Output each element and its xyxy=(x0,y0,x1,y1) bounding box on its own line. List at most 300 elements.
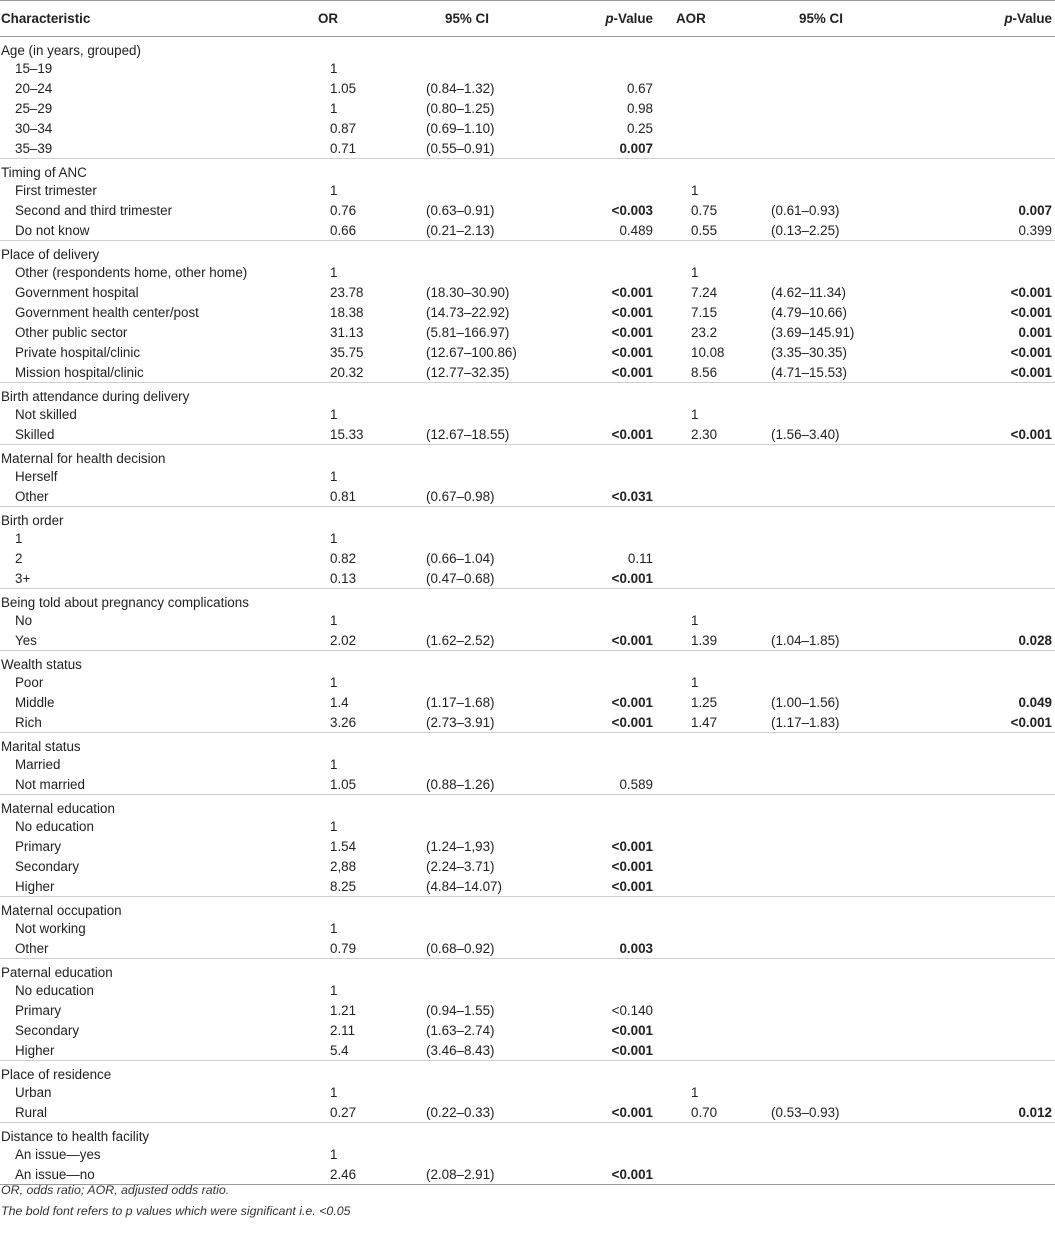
cell-or: 1 xyxy=(330,1085,338,1100)
cell-p-value xyxy=(565,981,660,1001)
group-header-row xyxy=(0,733,1055,755)
cell-aor-ci xyxy=(765,611,905,631)
cell-aor-p-value: <0.001 xyxy=(1010,426,1052,442)
group-header-row xyxy=(0,383,1055,405)
cell-aor xyxy=(660,1145,765,1165)
row-label: Rural xyxy=(15,1104,47,1120)
row-label: Other xyxy=(15,488,49,504)
header-p-value xyxy=(565,1,660,37)
row-label: Primary xyxy=(15,1003,62,1018)
cell-aor-p-value: 0.012 xyxy=(1018,1104,1052,1120)
cell-or: 1 xyxy=(330,613,338,628)
cell-aor xyxy=(660,569,765,589)
cell-aor-p-value xyxy=(905,487,1055,507)
cell-aor xyxy=(660,59,765,79)
cell-aor: 1 xyxy=(691,183,699,198)
cell-or: 31.13 xyxy=(330,325,364,340)
cell-aor-p-value xyxy=(905,569,1055,589)
table-row xyxy=(0,713,1055,733)
row-label: Secondary xyxy=(15,1023,80,1038)
cell-aor-p-value xyxy=(905,1145,1055,1165)
cell-or: 0.81 xyxy=(330,488,357,504)
table-row xyxy=(0,99,1055,119)
cell-ci xyxy=(420,59,565,79)
table-row xyxy=(0,693,1055,713)
cell-or: 1.05 xyxy=(330,81,357,96)
cell-aor-ci xyxy=(765,549,905,569)
cell-aor: 2.30 xyxy=(691,426,718,442)
cell-aor-p-value xyxy=(905,755,1055,775)
cell-or: 20.32 xyxy=(330,364,364,380)
table-row xyxy=(0,1103,1055,1123)
cell-aor xyxy=(660,1041,765,1061)
cell-aor-ci xyxy=(765,405,905,425)
cell-aor-ci: (3.35–30.35) xyxy=(771,345,847,360)
row-label: Married xyxy=(15,757,61,772)
cell-aor xyxy=(660,99,765,119)
header-characteristic: Characteristic xyxy=(0,1,315,37)
table-row xyxy=(0,1021,1055,1041)
cell-aor-ci xyxy=(765,529,905,549)
cell-p-value xyxy=(565,59,660,79)
cell-aor-p-value xyxy=(905,405,1055,425)
cell-p-value xyxy=(565,529,660,549)
footnote-abbreviations: OR, odds ratio; AOR, adjusted odds ratio. xyxy=(1,1183,230,1197)
cell-aor: 1 xyxy=(691,613,699,628)
cell-ci xyxy=(420,405,565,425)
table-row xyxy=(0,1165,1055,1185)
cell-aor-ci xyxy=(765,1145,905,1165)
cell-or: 3.26 xyxy=(330,714,357,730)
header-row xyxy=(0,1,1055,37)
cell-p-value: <0.001 xyxy=(611,426,653,442)
cell-or: 0.27 xyxy=(330,1104,357,1120)
row-label: 20–24 xyxy=(15,81,53,96)
cell-ci: (5.81–166.97) xyxy=(426,325,510,340)
cell-ci: (12.67–100.86) xyxy=(426,345,517,360)
cell-aor-p-value: <0.001 xyxy=(1010,345,1052,360)
cell-aor xyxy=(660,119,765,139)
row-label: 35–39 xyxy=(15,140,53,156)
table-row xyxy=(0,775,1055,795)
cell-ci xyxy=(420,981,565,1001)
cell-or: 1 xyxy=(330,101,338,116)
cell-aor: 8.56 xyxy=(691,364,718,380)
cell-p-value: <0.140 xyxy=(611,1003,653,1018)
cell-aor-p-value xyxy=(905,467,1055,487)
cell-or: 1 xyxy=(330,1147,338,1162)
cell-aor-ci xyxy=(765,1001,905,1021)
cell-aor-ci xyxy=(765,119,905,139)
cell-aor xyxy=(660,755,765,775)
row-label: Other public sector xyxy=(15,325,128,340)
cell-aor-p-value xyxy=(905,877,1055,897)
row-label: Private hospital/clinic xyxy=(15,345,141,360)
cell-p-value: <0.001 xyxy=(611,1042,653,1058)
cell-p-value: <0.001 xyxy=(611,570,653,586)
row-label: Do not know xyxy=(15,222,90,238)
cell-aor-ci xyxy=(765,569,905,589)
cell-aor xyxy=(660,877,765,897)
cell-aor-ci: (1.17–1.83) xyxy=(771,714,840,730)
row-label: Not working xyxy=(15,921,86,936)
cell-p-value: <0.001 xyxy=(611,325,653,340)
row-label: Urban xyxy=(15,1085,52,1100)
cell-ci: (0.21–2.13) xyxy=(426,222,495,238)
cell-aor-p-value xyxy=(905,1165,1055,1185)
cell-aor xyxy=(660,775,765,795)
cell-ci xyxy=(420,467,565,487)
cell-ci: (0.68–0.92) xyxy=(426,940,495,956)
cell-p-value: <0.001 xyxy=(611,1104,653,1120)
cell-ci xyxy=(420,1145,565,1165)
group-label: Timing of ANC xyxy=(0,159,1055,181)
row-label: Other xyxy=(15,940,49,956)
cell-aor-p-value: 0.007 xyxy=(1018,203,1052,218)
cell-aor-p-value xyxy=(905,775,1055,795)
cell-aor-ci xyxy=(765,817,905,837)
table-row xyxy=(0,343,1055,363)
cell-aor xyxy=(660,467,765,487)
cell-aor-ci: (4.71–15.53) xyxy=(771,364,847,380)
group-header-row xyxy=(0,1061,1055,1083)
cell-ci: (0.67–0.98) xyxy=(426,488,495,504)
cell-ci xyxy=(420,919,565,939)
cell-or: 5.4 xyxy=(330,1042,349,1058)
cell-aor xyxy=(660,817,765,837)
cell-or: 0.71 xyxy=(330,140,357,156)
cell-or: 35.75 xyxy=(330,345,364,360)
row-label: Primary xyxy=(15,839,62,854)
cell-aor-ci xyxy=(765,487,905,507)
cell-aor xyxy=(660,139,765,159)
cell-p-value xyxy=(565,611,660,631)
cell-ci xyxy=(420,817,565,837)
cell-aor xyxy=(660,1001,765,1021)
cell-aor-ci: (0.53–0.93) xyxy=(771,1104,840,1120)
header-aor-ci: 95% CI xyxy=(765,1,905,37)
cell-p-value: <0.001 xyxy=(565,1165,660,1185)
header-ci: 95% CI xyxy=(420,1,565,37)
group-label: Maternal education xyxy=(0,795,1055,817)
cell-p-value xyxy=(565,817,660,837)
cell-p-value: 0.67 xyxy=(626,81,653,96)
cell-aor-p-value: 0.049 xyxy=(1018,695,1052,710)
cell-aor-p-value xyxy=(905,139,1055,159)
group-label: Paternal education xyxy=(0,959,1055,981)
cell-p-value xyxy=(565,755,660,775)
group-label: Birth attendance during delivery xyxy=(0,383,1055,405)
cell-aor-ci xyxy=(765,181,905,201)
cell-ci xyxy=(420,529,565,549)
row-label: An issue—yes xyxy=(15,1147,101,1162)
cell-p-value xyxy=(565,467,660,487)
cell-p-value: <0.001 xyxy=(611,285,653,300)
cell-ci: (4.84–14.07) xyxy=(426,878,502,894)
header-ap-rest: -Value xyxy=(1012,11,1052,26)
cell-ci: (2.24–3.71) xyxy=(426,859,495,874)
cell-or: 1 xyxy=(330,469,338,484)
cell-ci: (2.73–3.91) xyxy=(426,714,495,730)
cell-aor: 1 xyxy=(691,265,699,280)
cell-ci xyxy=(420,673,565,693)
cell-ci xyxy=(420,181,565,201)
row-label: No education xyxy=(15,819,94,834)
cell-p-value xyxy=(565,919,660,939)
cell-aor-p-value xyxy=(905,99,1055,119)
cell-aor: 1.25 xyxy=(691,695,718,710)
cell-aor: 0.55 xyxy=(691,222,718,238)
cell-or: 1 xyxy=(330,983,338,998)
row-label: 3+ xyxy=(15,570,31,586)
row-label: Higher xyxy=(15,1042,55,1058)
cell-p-value: 0.11 xyxy=(627,551,653,566)
cell-or: 2,88 xyxy=(330,859,357,874)
cell-p-value: <0.001 xyxy=(611,714,653,730)
table-row xyxy=(0,405,1055,425)
footnote-bold-note: The bold font refers to p values which were significant i.e. <0.05 xyxy=(1,1204,351,1218)
cell-aor-ci xyxy=(765,981,905,1001)
cell-aor xyxy=(660,1165,765,1185)
table-row xyxy=(0,939,1055,959)
cell-p-value: <0.001 xyxy=(611,878,653,894)
cell-aor-ci: (0.13–2.25) xyxy=(771,222,840,238)
cell-aor: 1 xyxy=(691,407,699,422)
cell-p-value: 0.25 xyxy=(626,121,653,136)
cell-ci xyxy=(420,263,565,283)
cell-or: 2.02 xyxy=(330,632,357,648)
group-label: Place of residence xyxy=(0,1061,1055,1083)
cell-aor-p-value: 0.399 xyxy=(1018,222,1052,238)
cell-ci: (12.77–32.35) xyxy=(426,364,510,380)
cell-aor-ci: (1.56–3.40) xyxy=(771,426,840,442)
cell-aor xyxy=(660,981,765,1001)
row-label: 15–19 xyxy=(15,61,53,76)
cell-aor-p-value xyxy=(905,119,1055,139)
cell-aor-p-value xyxy=(905,919,1055,939)
cell-aor-ci xyxy=(765,1021,905,1041)
cell-aor-ci: (4.79–10.66) xyxy=(771,305,847,320)
cell-ci: (0.63–0.91) xyxy=(426,203,495,218)
group-header-row xyxy=(0,445,1055,467)
cell-aor xyxy=(660,1021,765,1041)
cell-aor-ci xyxy=(765,263,905,283)
row-label: Yes xyxy=(15,632,37,648)
group-label: Distance to health facility xyxy=(0,1123,1055,1145)
row-label: No xyxy=(15,613,33,628)
cell-aor: 1.47 xyxy=(691,714,718,730)
cell-aor-ci: (1.00–1.56) xyxy=(771,695,840,710)
cell-ci xyxy=(420,755,565,775)
cell-aor-p-value xyxy=(905,263,1055,283)
cell-aor-p-value xyxy=(905,837,1055,857)
cell-ci: (14.73–22.92) xyxy=(426,305,510,320)
cell-or: 1 xyxy=(330,407,338,422)
table-row xyxy=(0,817,1055,837)
table-row xyxy=(0,837,1055,857)
table-row xyxy=(0,283,1055,303)
cell-ci: (0.84–1.32) xyxy=(426,81,495,96)
cell-aor: 1 xyxy=(691,675,699,690)
cell-or: 1 xyxy=(330,265,338,280)
cell-aor-ci xyxy=(765,755,905,775)
group-header-row xyxy=(0,651,1055,673)
table-row xyxy=(0,487,1055,507)
cell-or: 1.4 xyxy=(330,695,349,710)
row-label: Middle xyxy=(15,695,55,710)
cell-aor-p-value xyxy=(905,939,1055,959)
cell-ci: (0.66–1.04) xyxy=(426,551,495,566)
cell-aor: 0.75 xyxy=(691,203,718,218)
group-header-row xyxy=(0,897,1055,919)
cell-aor-ci: (4.62–11.34) xyxy=(771,285,846,300)
table-row xyxy=(0,119,1055,139)
cell-aor-ci xyxy=(765,837,905,857)
group-header-row xyxy=(0,1123,1055,1145)
cell-p-value: <0.001 xyxy=(611,305,653,320)
row-label: 30–34 xyxy=(15,121,53,136)
cell-ci: (1.63–2.74) xyxy=(426,1023,495,1038)
cell-ci: (0.22–0.33) xyxy=(426,1104,495,1120)
group-header-row xyxy=(0,241,1055,263)
cell-ci: (0.80–1.25) xyxy=(426,101,495,116)
cell-aor-p-value xyxy=(905,1021,1055,1041)
table-row xyxy=(0,877,1055,897)
cell-or: 1.54 xyxy=(330,839,357,854)
group-label: Marital status xyxy=(0,733,1055,755)
table-row xyxy=(0,79,1055,99)
row-label: Higher xyxy=(15,878,55,894)
row-label: Not married xyxy=(15,776,85,792)
cell-aor-ci xyxy=(765,59,905,79)
group-header-row xyxy=(0,795,1055,817)
table-row xyxy=(0,529,1055,549)
cell-aor-p-value xyxy=(905,181,1055,201)
cell-aor-ci xyxy=(765,99,905,119)
cell-aor-p-value xyxy=(905,611,1055,631)
cell-ci: (1.62–2.52) xyxy=(426,632,495,648)
cell-aor-p-value: <0.001 xyxy=(1010,285,1052,300)
row-label: Government hospital xyxy=(15,285,139,300)
cell-ci xyxy=(420,1083,565,1103)
table-row xyxy=(0,1145,1055,1165)
table-row xyxy=(0,919,1055,939)
cell-aor xyxy=(660,529,765,549)
cell-p-value xyxy=(565,673,660,693)
cell-or: 1 xyxy=(330,819,338,834)
cell-aor-ci xyxy=(765,79,905,99)
cell-p-value xyxy=(565,181,660,201)
cell-aor xyxy=(660,79,765,99)
cell-or: 1 xyxy=(330,183,338,198)
group-label: Maternal for health decision xyxy=(0,445,1055,467)
cell-or: 8.25 xyxy=(330,878,357,894)
cell-p-value: <0.001 xyxy=(611,839,653,854)
cell-aor: 10.08 xyxy=(691,345,725,360)
cell-aor-p-value: 0.001 xyxy=(1018,325,1052,340)
row-label: Other (respondents home, other home) xyxy=(15,265,248,280)
group-header-row xyxy=(0,959,1055,981)
cell-ci: (3.46–8.43) xyxy=(426,1042,495,1058)
cell-aor-ci xyxy=(765,939,905,959)
cell-aor-ci xyxy=(765,1083,905,1103)
cell-p-value: <0.001 xyxy=(611,632,653,648)
header-p-rest: -Value xyxy=(613,11,653,26)
cell-aor xyxy=(660,857,765,877)
cell-aor xyxy=(660,487,765,507)
row-label: Rich xyxy=(15,714,42,730)
table-row xyxy=(0,181,1055,201)
header-p-italic: p xyxy=(605,11,614,26)
row-label: Not skilled xyxy=(15,407,77,422)
cell-ci: (0.47–0.68) xyxy=(426,570,495,586)
row-label: Herself xyxy=(15,469,58,484)
cell-aor-p-value xyxy=(905,857,1055,877)
cell-p-value: 0.003 xyxy=(619,940,653,956)
cell-ci: (12.67–18.55) xyxy=(426,426,510,442)
cell-aor: 23.2 xyxy=(691,325,718,340)
cell-aor: 7.15 xyxy=(691,305,718,320)
table-row xyxy=(0,1041,1055,1061)
cell-or: 0.79 xyxy=(330,940,357,956)
cell-or: 2.11 xyxy=(330,1023,356,1038)
cell-or: 18.38 xyxy=(330,305,364,320)
cell-aor-p-value xyxy=(905,673,1055,693)
group-header-row xyxy=(0,37,1055,59)
cell-aor-ci xyxy=(765,1165,905,1185)
cell-p-value xyxy=(565,405,660,425)
cell-aor xyxy=(660,939,765,959)
cell-ci: (18.30–30.90) xyxy=(426,285,510,300)
row-label: Second and third trimester xyxy=(15,203,173,218)
cell-or: 1 xyxy=(330,921,338,936)
cell-aor: 1.39 xyxy=(691,632,718,648)
cell-p-value: 0.589 xyxy=(619,776,653,792)
cell-aor-ci xyxy=(765,919,905,939)
cell-aor-p-value xyxy=(905,79,1055,99)
cell-aor xyxy=(660,919,765,939)
cell-aor-p-value: <0.001 xyxy=(1010,714,1052,730)
cell-aor-ci xyxy=(765,673,905,693)
table-row xyxy=(0,363,1055,383)
cell-p-value xyxy=(565,1083,660,1103)
row-label: 2 xyxy=(15,551,23,566)
table-row xyxy=(0,631,1055,651)
cell-or: 0.76 xyxy=(330,203,357,218)
cell-or: 0.87 xyxy=(330,121,357,136)
group-label: Wealth status xyxy=(0,651,1055,673)
row-label: Skilled xyxy=(15,426,55,442)
table-row xyxy=(0,59,1055,79)
cell-or: 23.78 xyxy=(330,285,364,300)
cell-aor-p-value xyxy=(905,1041,1055,1061)
cell-or: 0.82 xyxy=(330,551,357,566)
cell-ci: (0.94–1.55) xyxy=(426,1003,495,1018)
cell-ci: (0.69–1.10) xyxy=(426,121,495,136)
cell-aor-ci: (0.61–0.93) xyxy=(771,203,840,218)
cell-p-value: <0.001 xyxy=(611,364,653,380)
table-row xyxy=(0,673,1055,693)
cell-aor-ci xyxy=(765,857,905,877)
header-aor: AOR xyxy=(660,1,765,37)
cell-p-value: <0.001 xyxy=(611,345,653,360)
row-label: Poor xyxy=(15,675,44,690)
row-label: An issue—no xyxy=(0,1165,315,1185)
row-label: Government health center/post xyxy=(15,305,199,320)
cell-p-value: <0.001 xyxy=(611,859,653,874)
cell-ci: (1.24–1,93) xyxy=(426,839,495,854)
cell-or: 0.66 xyxy=(330,222,357,238)
